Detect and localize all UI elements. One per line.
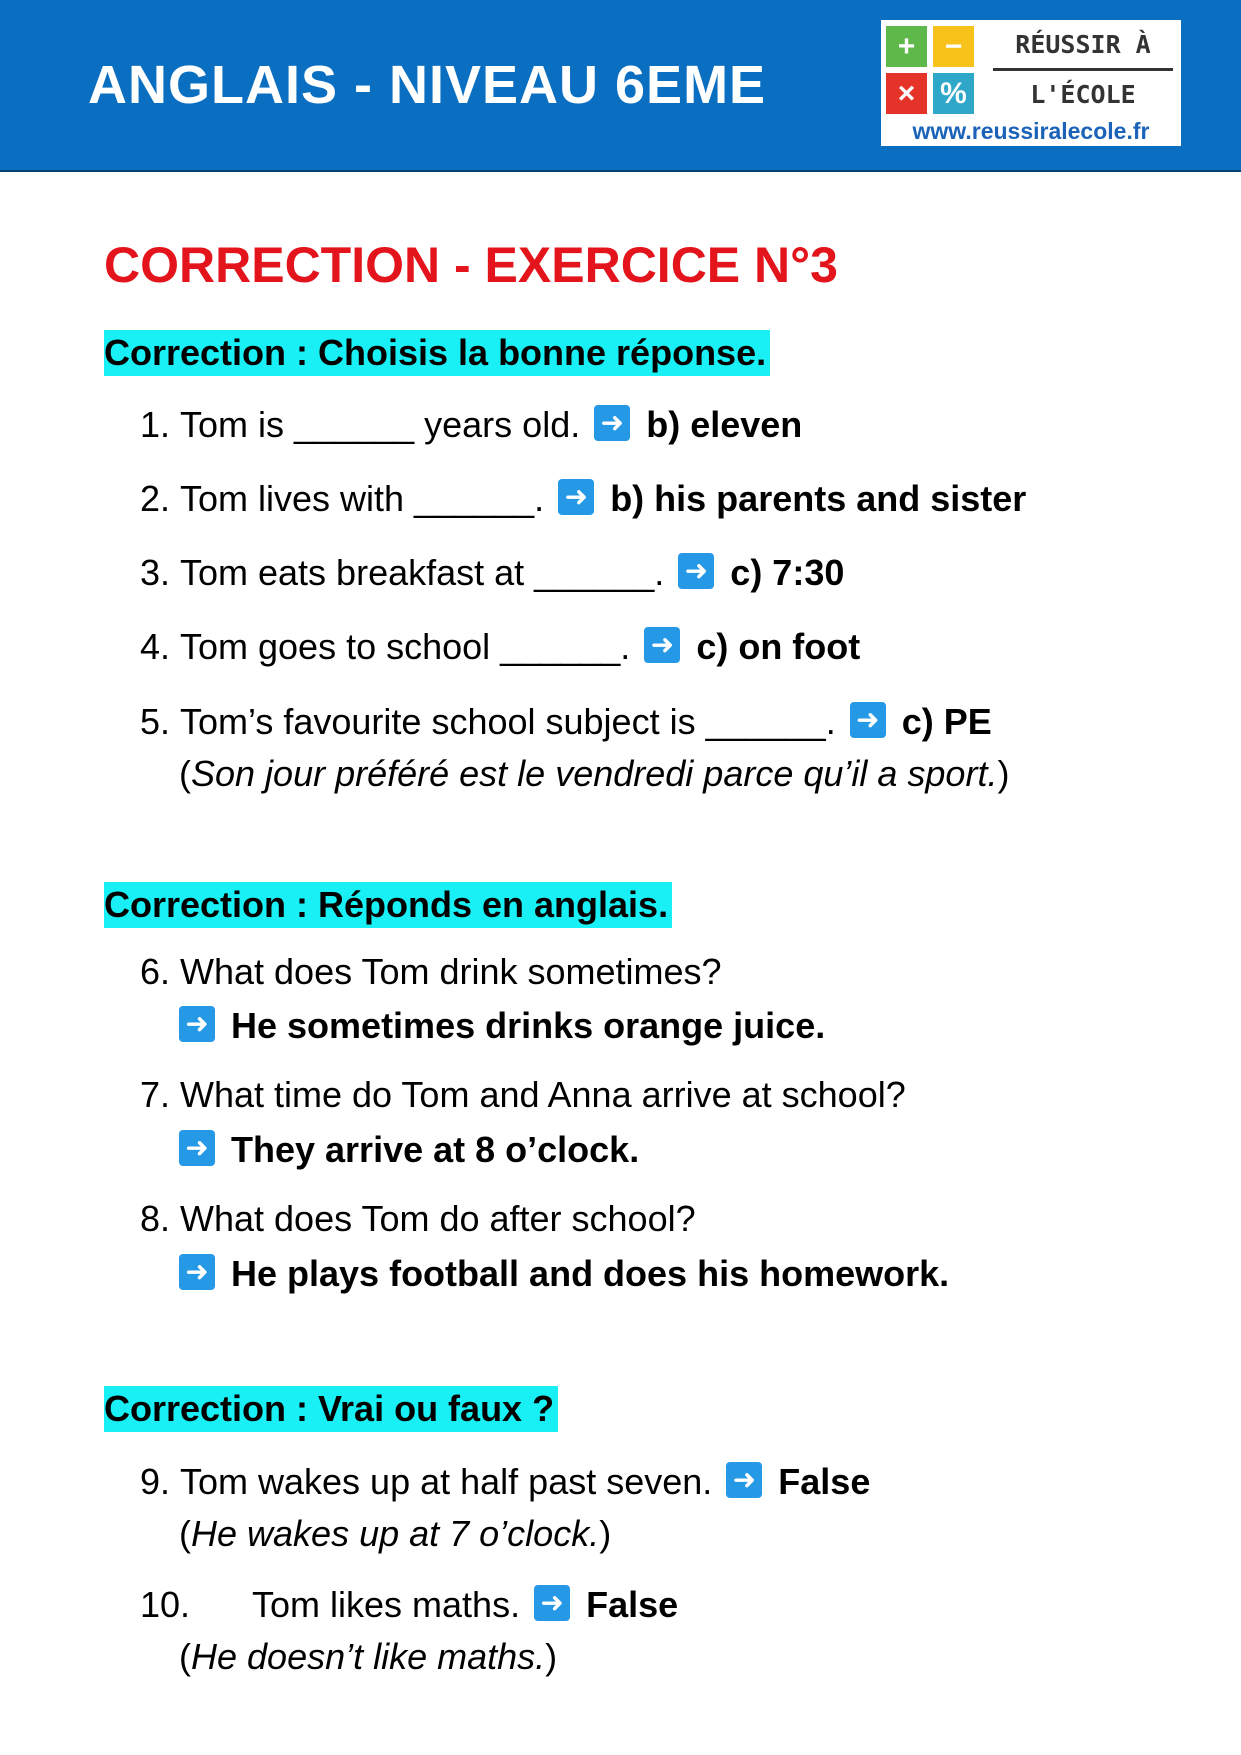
item-answer: c) on foot [696,626,861,667]
item-question: Tom goes to school ______. [180,626,631,667]
logo-divider [993,68,1173,71]
arrow-right-icon: ➜ [678,553,714,589]
item-question: Tom likes maths. [252,1584,521,1625]
item-answer: c) PE [901,701,992,742]
note-text: He doesn’t like maths. [191,1636,546,1677]
section-heading-true-false: Correction : Vrai ou faux ? [104,1386,558,1432]
site-logo[interactable] [881,20,1181,146]
item-answer: They arrive at 8 o’clock. [231,1129,640,1170]
section-heading-answer: Correction : Réponds en anglais. [104,882,672,928]
item-answer: c) 7:30 [730,552,845,593]
item-number: 10. [140,1584,191,1625]
item-number: 6. [140,951,171,992]
arrow-right-icon: ➜ [726,1462,762,1498]
item-number: 7. [140,1074,171,1115]
item-question: Tom’s favourite school subject is ______. [180,701,836,742]
item-answer: b) eleven [646,404,803,445]
item-question: Tom eats breakfast at ______. [180,552,665,593]
item-question: What time do Tom and Anna arrive at school? [180,1074,906,1115]
arrow-right-icon: ➜ [850,702,886,738]
logo-url[interactable]: www.reussiralecole.fr [912,118,1150,144]
item-number: 3. [140,552,171,593]
answer-line [179,1004,825,1048]
item-answer: False [778,1461,871,1502]
note-text: Son jour préféré est le vendredi parce qu’il a sport. [191,753,998,794]
item-question: Tom is ______ years old. [180,404,581,445]
item-question: Tom wakes up at half past seven. [180,1461,713,1502]
item-question: What does Tom do after school? [180,1198,696,1239]
times-icon: × [886,73,927,114]
page-title: CORRECTION - EXERCICE N°3 [104,237,838,293]
answer-line [179,1252,949,1296]
logo-line1: RÉUSSIR À [1015,30,1151,59]
header-title: ANGLAIS - NIVEAU 6EME [88,55,767,115]
item-answer: False [586,1584,679,1625]
arrow-right-icon: ➜ [179,1254,215,1290]
answer-line [179,1128,639,1172]
item-number: 2. [140,478,171,519]
item-answer: He plays football and does his homework. [231,1253,950,1294]
arrow-right-icon: ➜ [558,479,594,515]
item-note: (He doesn’t like maths.) [179,1636,558,1677]
note-text: He wakes up at 7 o’clock. [191,1513,600,1554]
arrow-right-icon: ➜ [179,1130,215,1166]
minus-icon: − [933,26,974,67]
arrow-right-icon: ➜ [534,1585,570,1621]
section-heading-choose: Correction : Choisis la bonne réponse. [104,330,770,376]
percent-icon: % [933,73,974,114]
item-answer: b) his parents and sister [610,478,1027,519]
item-question: Tom lives with ______. [180,478,545,519]
item-note: (He wakes up at 7 o’clock.) [179,1513,612,1554]
item-number: 4. [140,626,171,667]
arrow-right-icon: ➜ [594,405,630,441]
arrow-right-icon: ➜ [644,627,680,663]
item-number: 5. [140,701,171,742]
logo-line2: L'ÉCOLE [1030,80,1136,109]
logo-tiles [886,26,980,120]
item-note: (Son jour préféré est le vendredi parce qu’il a sport.) [179,753,1010,794]
item-answer: He sometimes drinks orange juice. [231,1005,826,1046]
item-question: What does Tom drink sometimes? [180,951,722,992]
arrow-right-icon: ➜ [179,1006,215,1042]
page-header [0,0,1241,172]
item-number: 8. [140,1198,171,1239]
plus-icon: + [886,26,927,67]
item-number: 9. [140,1461,171,1502]
item-number: 1. [140,404,171,445]
